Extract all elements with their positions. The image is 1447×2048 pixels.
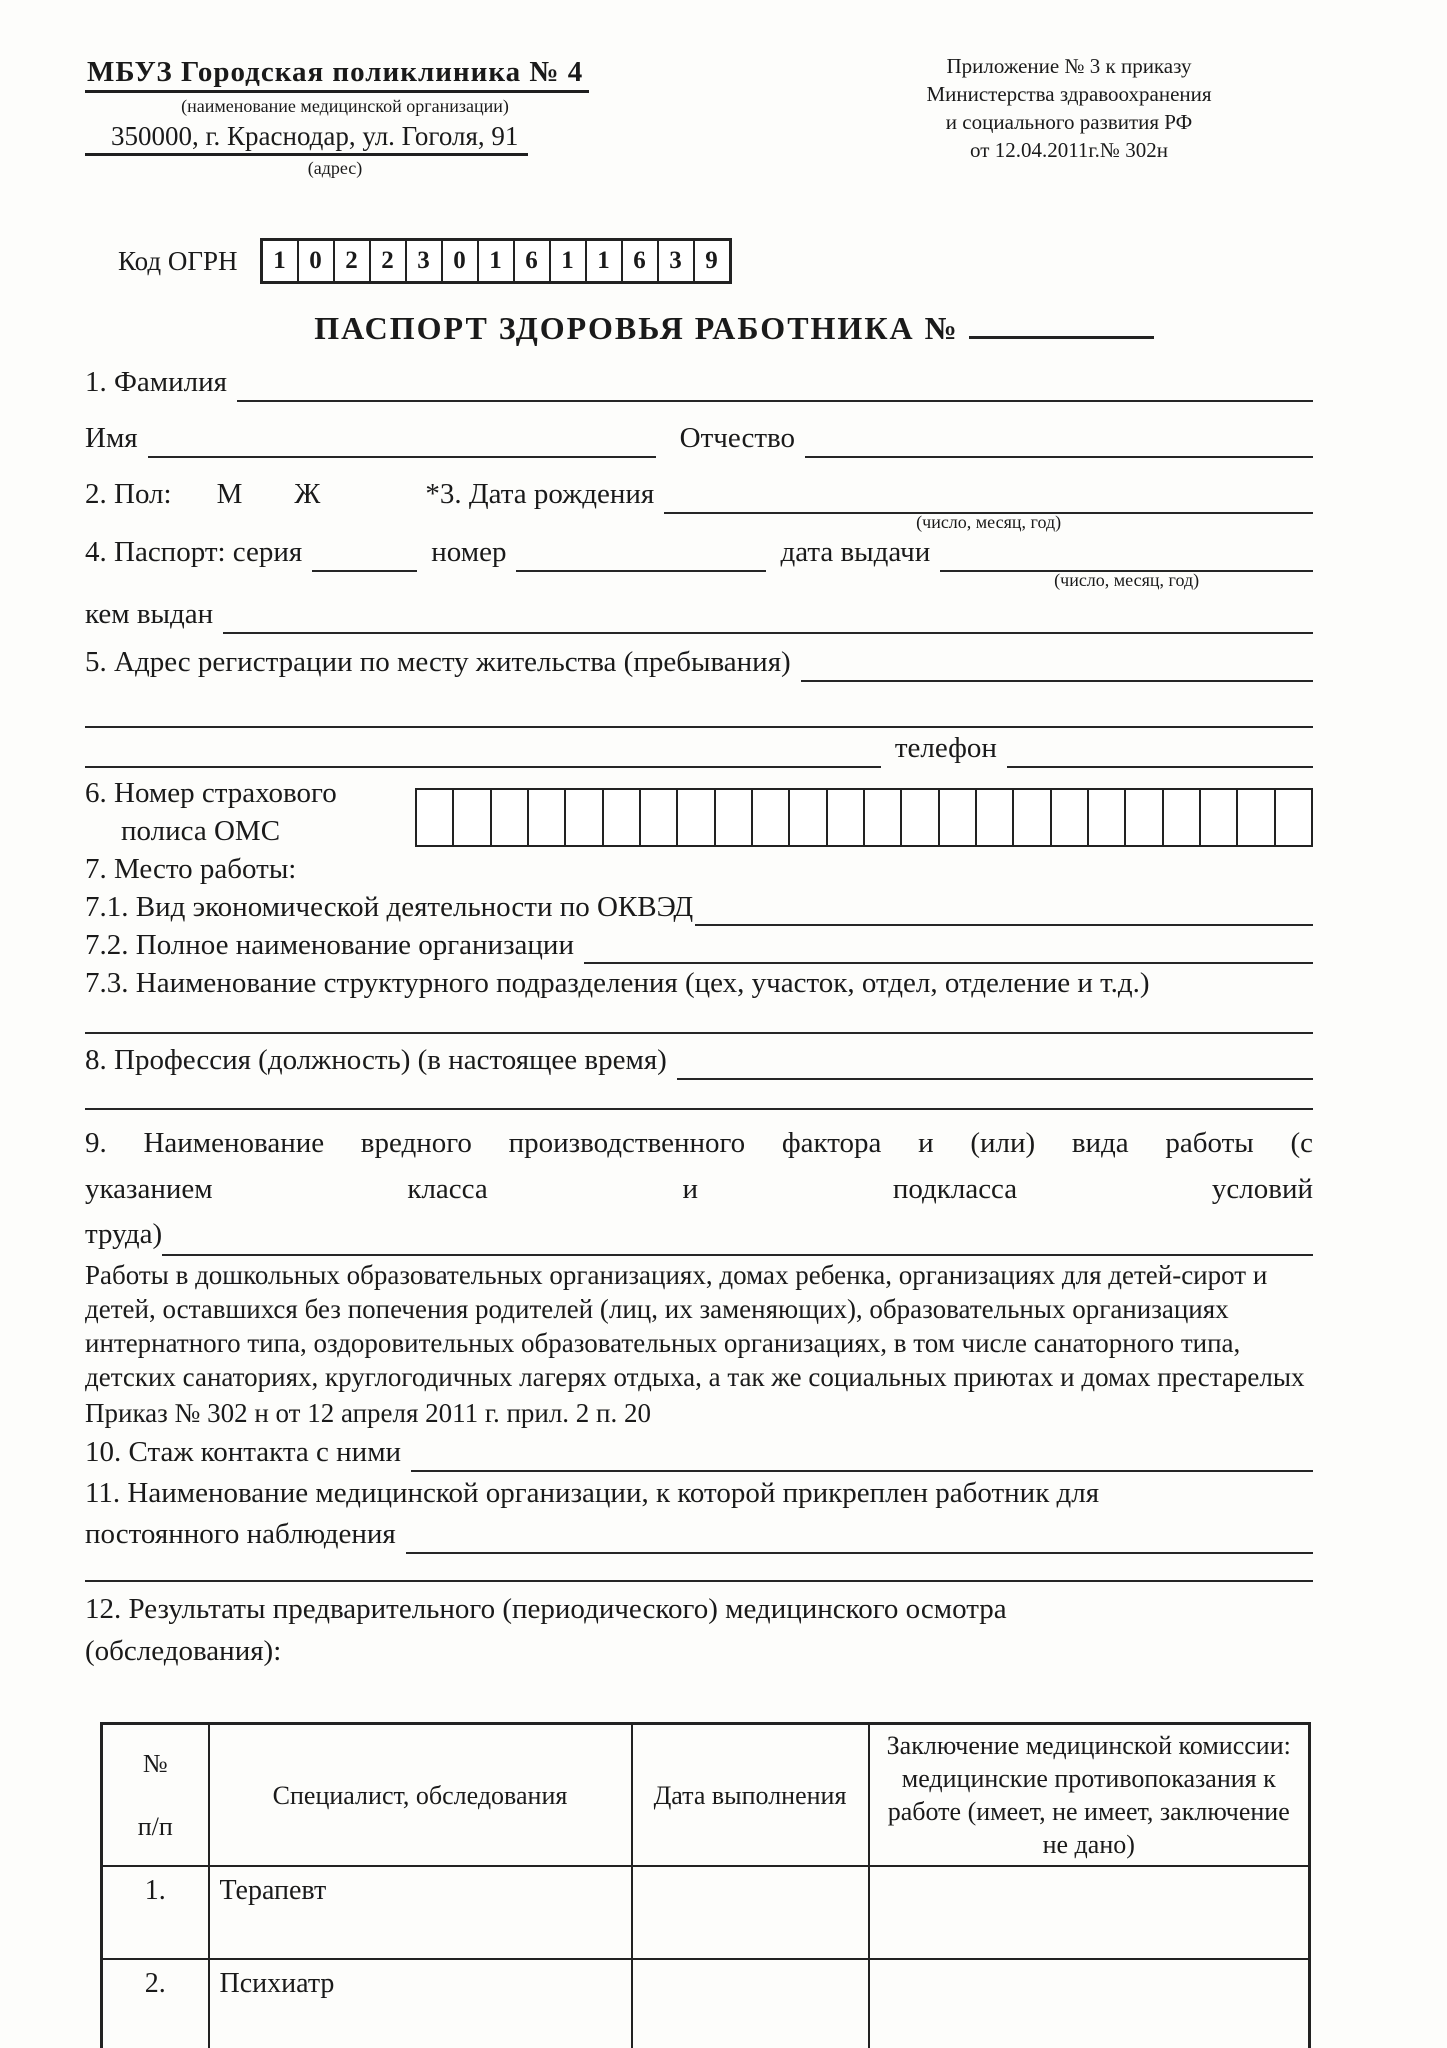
oms-policy-row: [85, 774, 1313, 850]
hazard-factor-line1: 9. Наименование вредного производственного фактора и (или) вида работы (с: [85, 1127, 1313, 1159]
organization-address-caption: (адрес): [307, 158, 363, 178]
form-body: [85, 362, 1313, 1672]
row-number-cell: 1.: [102, 1866, 209, 1959]
issued-by-blank-line: [223, 598, 1313, 634]
attached-org-line1: 11. Наименование медицинской организации, к которой прикреплен работник для: [85, 1477, 1100, 1509]
exam-results-table: [100, 1722, 1311, 2048]
order-reference-line: и социального развития РФ: [945, 110, 1193, 134]
phone-blank-line: [1007, 732, 1313, 768]
middle-name-label: Отчество: [679, 422, 795, 454]
oms-number-cell: [751, 790, 788, 845]
conclusion-cell: [869, 1959, 1310, 2048]
birth-date-blank-line: [664, 478, 1313, 532]
subdivision-label: 7.3. Наименование структурного подразделения (цех, участок, отдел, отделение и т.д.): [85, 967, 1150, 999]
oms-number-cell: [1162, 790, 1199, 845]
oms-number-cell: [417, 790, 452, 845]
order-reference-line: Министерства здравоохранения: [926, 82, 1212, 106]
issued-by-label: кем выдан: [85, 598, 214, 630]
passport-number-blank-line: [516, 536, 766, 572]
okved-label: 7.1. Вид экономической деятельности по ОКВЭД: [85, 891, 694, 923]
profession-continuation-blank-line: [85, 1074, 1313, 1110]
phone-label: телефон: [894, 732, 997, 764]
passport-series-blank-line: [312, 536, 417, 572]
oms-number-cell: [602, 790, 639, 845]
oms-label-line2: полиса ОМС: [121, 815, 281, 847]
oms-number-cell: [938, 790, 975, 845]
organization-address: 350000, г. Краснодар, ул. Гоголя, 91: [85, 119, 528, 156]
column-header-date: Дата выполнения: [632, 1724, 869, 1867]
middle-name-blank-line: [805, 422, 1313, 458]
exam-results-line1: 12. Результаты предварительного (периодического) медицинского осмотра: [85, 1593, 1007, 1625]
hazard-factor-line3-label: труда): [85, 1218, 163, 1250]
sex-option-female: Ж: [294, 478, 321, 510]
passport-number-label: номер: [431, 536, 507, 568]
oms-number-cell: [788, 790, 825, 845]
order-reference-line: от 12.04.2011г.№ 302н: [970, 138, 1168, 162]
profession-label: 8. Профессия (должность) (в настоящее время): [85, 1044, 667, 1076]
oms-label-line1: 6. Номер страхового: [85, 777, 337, 809]
order-reference: [898, 52, 1240, 164]
profession-continuation-row: [85, 1080, 1313, 1110]
workplace-label: 7. Место работы:: [85, 853, 297, 885]
subdivision-continuation-row: [85, 1002, 1313, 1034]
okved-row: [85, 888, 1313, 926]
org-fullname-label: 7.2. Полное наименование организации: [85, 929, 574, 961]
issue-date-format-hint: (число, месяц, год): [1054, 570, 1200, 590]
conclusion-cell: [869, 1866, 1310, 1959]
hazard-factor-line3-row: [85, 1212, 1313, 1256]
workplace-row: [85, 850, 1313, 888]
number-header-line1: №: [142, 1749, 168, 1778]
oms-number-cell: [639, 790, 676, 845]
org-fullname-blank-line: [584, 928, 1313, 964]
org-fullname-row: [85, 926, 1313, 964]
oms-number-cell: [676, 790, 713, 845]
attached-org-line2-label: постоянного наблюдения: [85, 1518, 396, 1550]
passport-issue-date-label: дата выдачи: [780, 536, 931, 568]
oms-number-cell: [1199, 790, 1236, 845]
ogrn-digit-cell: 3: [405, 241, 441, 281]
name-row: [85, 418, 1313, 458]
oms-policy-label: [85, 774, 415, 850]
number-header-line2: п/п: [137, 1812, 173, 1841]
oms-number-cell: [1124, 790, 1161, 845]
sex-birthdate-row: [85, 474, 1313, 532]
oms-number-cell: [1087, 790, 1124, 845]
address-continuation-blank-line-2: [85, 732, 881, 768]
organization-name-caption: (наименование медицинской организации): [181, 96, 509, 116]
first-name-label: Имя: [85, 422, 138, 454]
column-header-conclusion: Заключение медицинской комиссии: медицинские противопоказания к работе (имеет, не имеет, заключение не дано): [869, 1724, 1310, 1867]
oms-number-cell: [1050, 790, 1087, 845]
address-row: [85, 642, 1313, 682]
ogrn-digit-cell: 2: [369, 241, 405, 281]
okved-blank-line: [695, 890, 1313, 926]
contact-experience-row: [85, 1432, 1313, 1472]
oms-number-boxes: [415, 788, 1313, 847]
oms-number-cell: [1236, 790, 1273, 845]
ogrn-digit-cell: 3: [657, 241, 693, 281]
ogrn-label: Код ОГРН: [118, 245, 238, 276]
ogrn-digit-cell: 6: [621, 241, 657, 281]
exam-results-line2: (обследования):: [85, 1635, 282, 1667]
ogrn-digit-cell: 1: [549, 241, 585, 281]
oms-number-cell: [714, 790, 751, 845]
column-header-number: [102, 1724, 209, 1867]
ogrn-code-row: [118, 238, 732, 284]
attached-org-continuation-blank-line: [85, 1546, 1313, 1582]
surname-label: 1. Фамилия: [85, 366, 227, 398]
ogrn-digit-cell: 0: [297, 241, 333, 281]
oms-number-cell: [564, 790, 601, 845]
row-number-cell: 2.: [102, 1959, 209, 2048]
ogrn-digit-cell: 1: [273, 247, 286, 274]
ogrn-digit-cell: 6: [513, 241, 549, 281]
date-cell: [632, 1959, 869, 2048]
passport-number-blank: [969, 306, 1154, 339]
oms-number-cell: [527, 790, 564, 845]
oms-number-cell: [452, 790, 489, 845]
oms-number-cell: [863, 790, 900, 845]
oms-number-cell: [900, 790, 937, 845]
oms-number-cell: [1012, 790, 1049, 845]
organization-block: [85, 56, 625, 179]
oms-number-cell: [826, 790, 863, 845]
column-header-specialist: Специалист, обследования: [209, 1724, 632, 1867]
contact-experience-blank-line: [411, 1436, 1313, 1472]
first-name-blank-line: [148, 422, 656, 458]
hazard-factor-line2: указанием класса и подкласса условий: [85, 1173, 1313, 1205]
document-title-row: [85, 306, 1313, 347]
ogrn-digit-boxes: [260, 238, 732, 284]
ogrn-digit-cell: 9: [693, 241, 729, 281]
contact-experience-label: 10. Стаж контакта с ними: [85, 1436, 402, 1468]
registration-address-label: 5. Адрес регистрации по месту жительства (пребывания): [85, 646, 791, 678]
exam-table-header-row: [102, 1724, 1310, 1867]
subdivision-row: [85, 964, 1313, 1002]
oms-number-cell: [490, 790, 527, 845]
passport-series-label: 4. Паспорт: серия: [85, 536, 303, 568]
specialist-cell: Психиатр: [209, 1959, 632, 2048]
passport-row: [85, 532, 1313, 590]
hazard-work-description: Работы в дошкольных образовательных организациях, домах ребенка, организациях для детей-сирот и детей, оставшихся без попечения родителей (лиц, их заменяющих), образовательных организациях интернатного типа, оздоровительных образовательных организациях, в том числе санаторного типа, детских санаториях, круглогодичных лагерях отдыха, а так же социальных приютах и домах престарелых: [85, 1260, 1305, 1392]
attached-org-continuation-row: [85, 1554, 1313, 1582]
ogrn-digit-cell: 2: [333, 241, 369, 281]
oms-number-cell: [1274, 790, 1311, 845]
exam-table-row: [102, 1959, 1310, 2048]
surname-blank-line: [237, 366, 1313, 402]
birth-date-format-hint: (число, месяц, год): [916, 512, 1062, 532]
hazard-factor-blank-line: [162, 1220, 1313, 1256]
address-continuation-row: [85, 696, 1313, 728]
exam-table-row: [102, 1866, 1310, 1959]
ogrn-digit-cell: 0: [441, 241, 477, 281]
surname-row: [85, 362, 1313, 402]
sex-label: 2. Пол:: [85, 478, 172, 510]
organization-name: МБУЗ Городская поликлиника № 4: [85, 56, 589, 93]
date-cell: [632, 1866, 869, 1959]
phone-row: [85, 728, 1313, 768]
issued-by-row: [85, 594, 1313, 634]
specialist-cell: Терапевт: [209, 1866, 632, 1959]
birth-date-label: *3. Дата рождения: [425, 478, 655, 510]
ogrn-digit-cell: 1: [477, 241, 513, 281]
passport-issue-date-blank-line: [940, 536, 1313, 590]
order-reference-line: Приложение № 3 к приказу: [946, 54, 1192, 78]
ogrn-digit-cell: 1: [585, 241, 621, 281]
subdivision-blank-line: [85, 998, 1313, 1034]
registration-address-blank-line: [801, 646, 1313, 682]
sex-option-male: М: [216, 478, 243, 510]
order-302n-reference: Приказ № 302 н от 12 апреля 2011 г. прил. 2 п. 20: [85, 1398, 652, 1428]
document-title: ПАСПОРТ ЗДОРОВЬЯ РАБОТНИКА №: [314, 310, 959, 346]
address-continuation-blank-line: [85, 692, 1313, 728]
oms-number-cell: [975, 790, 1012, 845]
